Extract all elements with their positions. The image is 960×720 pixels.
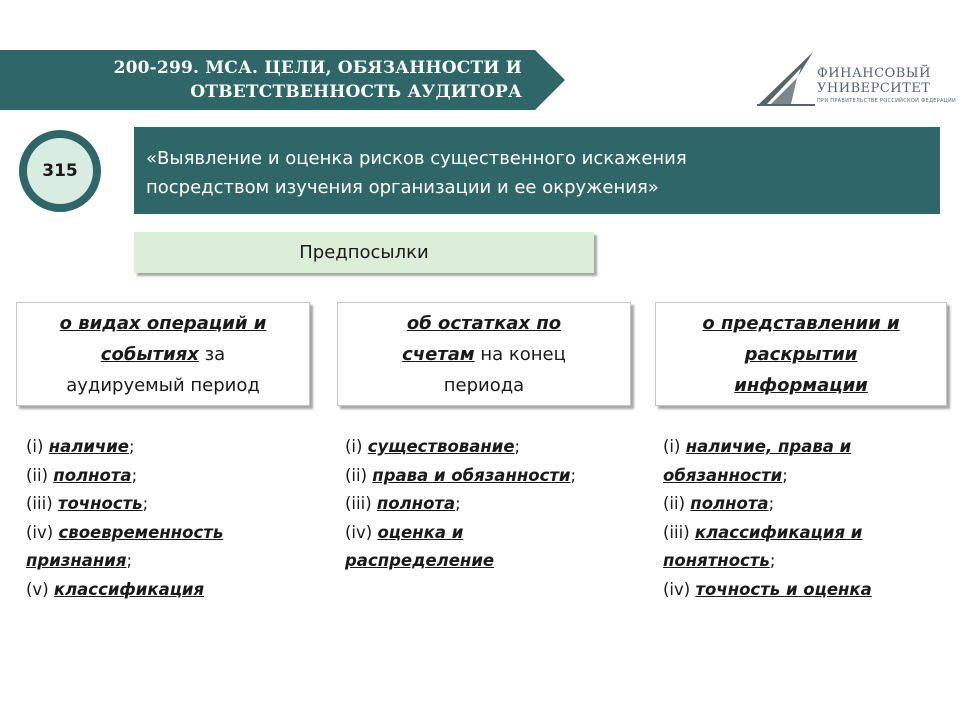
assertion-list-presentation — [663, 433, 872, 604]
category-box-presentation — [655, 302, 947, 406]
category-emphasis: об остатках по — [406, 312, 562, 334]
standard-title-line2: посредством изучения организации и ее окружения» — [146, 177, 659, 198]
header-banner — [0, 50, 565, 110]
standard-number: 315 — [27, 138, 93, 204]
logo-text-line2: УНИВЕРСИТЕТ — [817, 81, 931, 96]
category-text — [402, 308, 566, 401]
list-item: (iii) классификация и — [663, 522, 863, 542]
category-emphasis: о представлении и — [702, 312, 900, 334]
page-title — [114, 56, 522, 104]
category-emphasis: счетам — [402, 343, 475, 365]
list-item: (iii) полнота; — [345, 494, 461, 513]
list-item: (iv) оценка и — [345, 522, 464, 542]
page-title-line2: ОТВЕТСТВЕННОСТЬ АУДИТОРА — [190, 82, 522, 102]
university-logo — [757, 52, 957, 108]
list-item: (v) классификация — [26, 579, 205, 599]
category-emphasis: раскрытии — [744, 343, 858, 365]
standard-title — [134, 127, 940, 214]
standard-title-line1: «Выявление и оценка рисков существенного искажения — [146, 148, 687, 169]
category-text — [702, 308, 899, 401]
logo-text-line3: ПРИ ПРАВИТЕЛЬСТВЕ РОССИЙСКОЙ ФЕДЕРАЦИИ — [817, 98, 957, 104]
prerequisites-label: Предпосылки — [134, 232, 594, 273]
list-item: понятность; — [663, 551, 776, 570]
list-item: обязанности; — [663, 465, 788, 485]
category-box-operations — [16, 302, 310, 406]
category-emphasis: событиях — [100, 343, 199, 365]
category-text-line: периода — [443, 374, 525, 396]
list-item: (iv) точность и оценка — [663, 579, 872, 599]
category-text-line: аудируемый период — [66, 374, 260, 396]
list-item: распределение — [345, 551, 495, 570]
list-item: (ii) права и обязанности; — [345, 465, 577, 485]
category-box-balances — [337, 302, 631, 406]
list-item: (i) существование; — [345, 437, 521, 456]
category-text-rest: на конец — [474, 343, 566, 365]
category-text-rest: за — [198, 343, 226, 365]
list-item: (i) наличие, права и — [663, 437, 852, 456]
list-item: признания; — [26, 551, 133, 570]
category-emphasis: информации — [734, 374, 868, 396]
page-title-line1: 200-299. МСА. ЦЕЛИ, ОБЯЗАННОСТИ И — [113, 58, 522, 78]
list-item: (ii) полнота; — [663, 494, 775, 513]
list-item: (iv) своевременность — [26, 522, 224, 542]
category-text — [60, 308, 267, 401]
standard-number-badge — [19, 130, 101, 212]
assertion-list-operations — [26, 433, 223, 604]
assertion-list-balances — [345, 433, 576, 576]
university-logo-icon — [757, 52, 817, 108]
list-item: (ii) полнота; — [26, 465, 138, 485]
list-item: (i) наличие; — [26, 437, 135, 456]
category-emphasis: о видах операций и — [59, 312, 267, 334]
list-item: (iii) точность; — [26, 494, 149, 513]
logo-text-line1: ФИНАНСОВЫЙ — [817, 66, 931, 81]
